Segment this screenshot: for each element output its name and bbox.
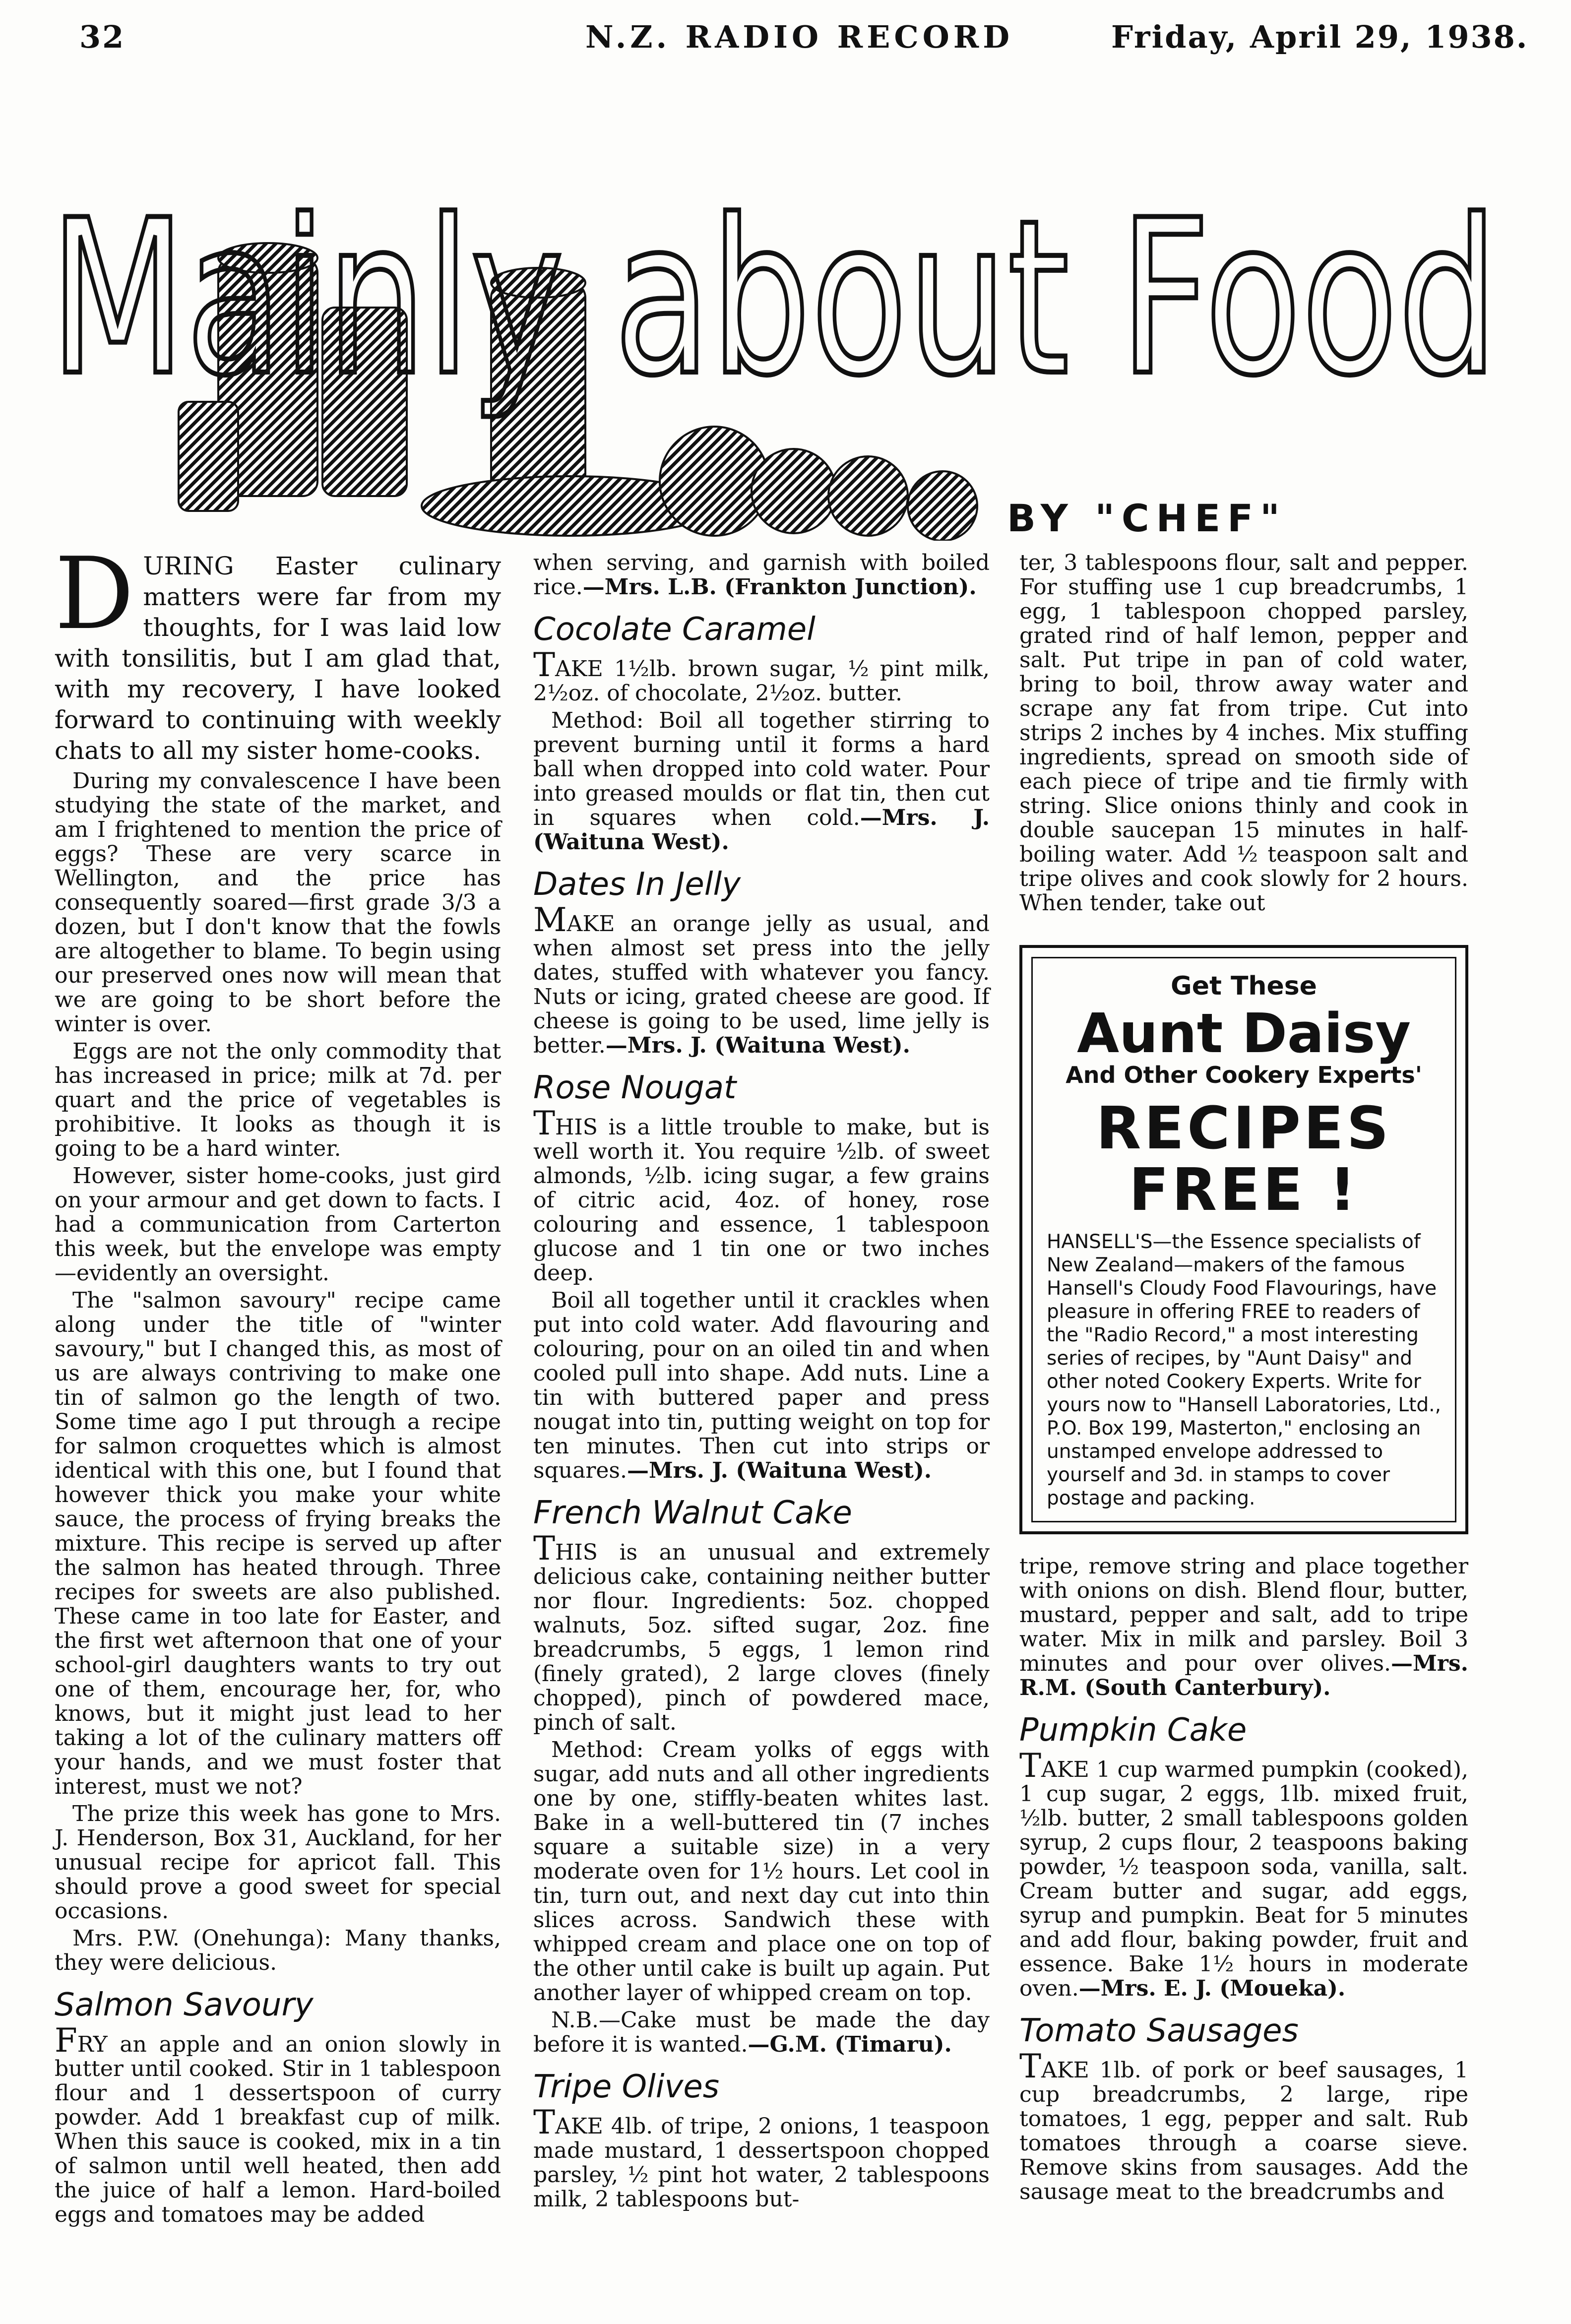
column-2: [533, 551, 990, 2214]
intro-drop-cap: D: [55, 536, 134, 652]
article-paragraph: However, sister home-cooks, just gird on your armour and get down to facts. I had a communication from Carterton this week, but the envelope was empty —evidently an oversight.: [55, 1163, 501, 1286]
recipe-initial: M: [533, 901, 567, 939]
ad-get-these: Get These: [1171, 971, 1317, 1001]
recipe-body: AKE 1 cup warmed pumpkin (cooked), 1 cup sugar, 2 eggs, 1lb. mixed fruit, ½lb. butter, 2 small tablespoons golden syrup, 2 cups flour, 2 teaspoons baking powder, ½ teaspoon soda, vanilla, salt. Cream butter and sugar, add eggs, syrup and pumpkin. Beat for 5 minutes and add flour, baking powder, fruit and essence. Bake 1½ hours in moderate oven.: [1019, 1757, 1468, 2001]
recipe-text: [533, 901, 990, 1058]
intro-text: URING Easter culinary matters were far from my thoughts, for I was laid low with tonsilitis, but I am glad that, with my recovery, I have looked forward to continuing with weekly chats to all my sister home-cooks.: [55, 552, 501, 765]
recipe-body: AKE 1lb. of pork or beef sausages, 1 cup breadcrumbs, 2 large, ripe tomatoes, 1 egg, pepper and salt. Rub tomatoes through a coarse sieve. Remove skins from sausages. Add the sausage meat to the breadcrumbs and: [1019, 2058, 1468, 2204]
recipe-body: tripe, remove string and place together with onions on dish. Blend flour, butter, mustard, pepper and salt, add to tripe water. Mix in milk and parsley. Boil 3 minutes and pour over olives.: [1019, 1554, 1468, 1676]
publication-name: N.Z. RADIO RECORD: [585, 19, 1014, 55]
recipe-note: [533, 2008, 990, 2057]
article-paragraph: During my convalescence I have been studying the state of the market, and am I frightened to mention the price of eggs? These are very scarce in Wellington, and the price has consequently soared—first grade 3/3 a dozen, but I don't know that the fowls are altogether to blame. To begin using our preserved ones now will mean that we are going to be short before the winter is over.: [55, 768, 501, 1037]
recipe-body: Method: Boil all together stirring to prevent burning until it forms a hard ball when dropped into cold water. Pour into greased moulds or flat tin, then cut in squares when cold.: [533, 708, 990, 830]
issue-date: Friday, April 29, 1938.: [1111, 19, 1529, 55]
masthead: [40, 94, 1528, 541]
recipe-body: RY an apple and an onion slowly in butter until cooked. Stir in 1 tablespoon flour and 1 dessertspoon of curry powder. Add 1 breakfast cup of milk. When this sauce is cooked, mix in a tin of salmon until well heated, then add the juice of half a lemon. Hard-boiled eggs and tomatoes may be added: [55, 2032, 501, 2227]
recipe-title-walnut: French Walnut Cake: [533, 1495, 852, 1531]
recipe-text: [533, 2103, 990, 2212]
recipe-initial: T: [1019, 2047, 1042, 2085]
masthead-title-graphic: [40, 94, 1528, 541]
recipe-body: HIS is an unusual and extremely delicious cake, containing neither butter nor flour. Ingredients: 5oz. chopped walnuts, 5oz. sifted sugar, 2oz. fine breadcrumbs, 5 eggs, 1 lemon rind (finely grated), 2 large cloves (finely chopped), pinch of powdered mace, pinch of salt.: [533, 1540, 990, 1735]
recipe-method: [533, 708, 990, 854]
recipe-body: AKE an orange jelly as usual, and when almost set press into the jelly dates, stuffed with whatever you fancy. Nuts or icing, grated cheese are good. If cheese is going to be used, lime jelly is better.: [533, 911, 990, 1058]
recipe-title-dates: Dates In Jelly: [533, 866, 741, 903]
recipe-title-caramel: Cocolate Caramel: [533, 611, 816, 648]
recipe-text: [533, 551, 990, 599]
recipe-credit: —Mrs. L.B. (Frankton Junction).: [582, 574, 977, 600]
recipe-initial: F: [55, 2021, 77, 2060]
column-3: [1019, 551, 1468, 2207]
recipe-credit: —Mrs. R.M. (South Canterbury).: [1019, 1651, 1468, 1700]
recipe-title-nougat: Rose Nougat: [533, 1069, 737, 1106]
recipe-text: [55, 2021, 501, 2227]
byline: BY "CHEF": [1007, 496, 1287, 540]
recipe-initial: T: [1019, 1747, 1042, 1785]
advertisement-inner-border: [1031, 957, 1456, 1522]
recipe-initial: T: [533, 1529, 556, 1568]
article-paragraph: Eggs are not the only commodity that has increased in price; milk at 7d. per quart and the price of vegetables is prohibitive. It looks as though it is going to be a hard winter.: [55, 1039, 501, 1161]
page-header: [0, 0, 1571, 74]
recipe-title-salmon: Salmon Savoury: [55, 1987, 314, 2023]
masthead-title: Mainly about Food: [50, 175, 1498, 423]
intro-paragraph: [55, 536, 501, 766]
recipe-text: [533, 646, 990, 706]
article-paragraph: Mrs. P.W. (Onehunga): Many thanks, they were delicious.: [55, 1926, 501, 1975]
ad-recipes: RECIPES: [1096, 1094, 1392, 1162]
recipe-body: Boil all together until it crackles when put into cold water. Add flavouring and colouring, pour on an oiled tin and when cooled pull into shape. Add nuts. Line a tin with buttered paper and press nougat into tin, putting weight on top for ten minutes. Then cut into strips or squares.: [533, 1288, 990, 1483]
recipe-credit: —Mrs. E. J. (Moueka).: [1078, 1976, 1346, 2001]
recipe-body: HIS is a little trouble to make, but is well worth it. You require ½lb. of sweet almonds, ½lb. icing sugar, a few grains of citric acid, 4oz. of honey, rose colouring and essence, 1 tablespoon glucose and 1 tin one or two inches deep.: [533, 1115, 990, 1286]
recipe-initial: T: [533, 1104, 556, 1142]
recipe-text: [533, 1529, 990, 1735]
recipe-title-pumpkin: Pumpkin Cake: [1019, 1712, 1247, 1749]
recipe-credit: —Mrs. J. (Waituna West).: [627, 1458, 932, 1483]
ad-body-text: HANSELL'S—the Essence specialists of New Zealand—makers of the famous Hansell's Cloudy Food Flavourings, have pleasure in offering FREE to readers of the "Radio Record," a most interesting series of recipes, by "Aunt Daisy" and other noted Cookery Experts. Write for yours now to "Hansell Laboratories, Ltd., P.O. Box 199, Masterton," enclosing an unstamped envelope addressed to yourself and 3d. in stamps to cover postage and packing.: [1047, 1231, 1441, 1509]
article-paragraph: The "salmon savoury" recipe came along under the title of "winter savoury," but I changed this, as most of us are always contriving to make one tin of salmon go the length of two. Some time ago I put through a recipe for salmon croquettes which is almost identical with this one, but I found that however thick you make your white sauce, the process of frying breaks the mixture. This recipe is served up after the salmon has heated through. Three recipes for sweets are also published. These came in too late for Easter, and the first wet afternoon that one of your school-girl daughters wants to try out one of them, encourage her, for, who knows, but it might just lead to her taking a lot of the culinary matters off your hands, and we must foster that interest, must we not?: [55, 1288, 501, 1799]
recipe-initial: T: [533, 2103, 556, 2141]
column-1: [55, 536, 501, 2230]
recipe-text: ter, 3 tablespoons flour, salt and pepper. For stuffing use 1 cup breadcrumbs, 1 egg, 1 tablespoon chopped parsley, grated rind of half lemon, pepper and salt. Put tripe in pan of cold water, bring to boil, throw away water and scrape any fat from tripe. Cut into strips 2 inches by 4 inches. Mix stuffing ingredients, spread on smooth side of each piece of tripe and tie firmly with string. Slice onions thinly and cook in double saucepan 15 minutes in half-boiling water. Add ½ teaspoon salt and tripe olives and cook slowly for 2 hours. When tender, take out: [1019, 550, 1468, 916]
page-number: 32: [79, 19, 126, 55]
recipe-text: [533, 1104, 990, 1286]
recipe-credit: —G.M. (Timaru).: [748, 2032, 952, 2057]
recipe-text: [1019, 1747, 1468, 2001]
recipe-text: [1019, 2047, 1468, 2204]
recipe-title-tripe: Tripe Olives: [533, 2069, 720, 2105]
recipe-body: N.B.—Cake must be made the day before it is wanted.: [533, 2008, 990, 2057]
recipe-initial: T: [533, 646, 556, 684]
recipe-body: AKE 1½lb. brown sugar, ½ pint milk, 2½oz. of chocolate, 2½oz. butter.: [533, 656, 990, 706]
ad-aunt-daisy: Aunt Daisy: [1076, 1002, 1411, 1065]
recipe-body: when serving, and garnish with boiled rice.: [533, 550, 990, 600]
recipe-title-sausages: Tomato Sausages: [1019, 2012, 1299, 2049]
ad-other-experts: And Other Cookery Experts': [1066, 1062, 1422, 1088]
hansells-advertisement: [1019, 945, 1468, 1534]
recipe-text: [1019, 1554, 1468, 1700]
ad-free: FREE !: [1129, 1155, 1359, 1224]
recipe-credit: —Mrs. J. (Waituna West).: [605, 1033, 910, 1058]
recipe-method: Method: Cream yolks of eggs with sugar, add nuts and all other ingredients one by one, stiffly-beaten whites last. Bake in a well-buttered tin (7 inches square a suitable size) in a very moderate oven for 1½ hours. Let cool in tin, turn out, and next day cut into thin slices across. Sandwich these with whipped cream and place one on top of the other until cake is built up again. Put another layer of whipped cream on top.: [533, 1737, 990, 2006]
recipe-body: AKE 4lb. of tripe, 2 onions, 1 teaspoon made mustard, 1 dessertspoon chopped parsley, ½ pint hot water, 2 tablespoons milk, 2 tablespoons but-: [533, 2114, 990, 2212]
article-paragraph: The prize this week has gone to Mrs. J. Henderson, Box 31, Auckland, for her unusual recipe for apricot fall. This should prove a good sweet for special occasions.: [55, 1801, 501, 1924]
recipe-credit: —Mrs. J. (Waituna West).: [533, 805, 990, 855]
recipe-method: [533, 1288, 990, 1483]
